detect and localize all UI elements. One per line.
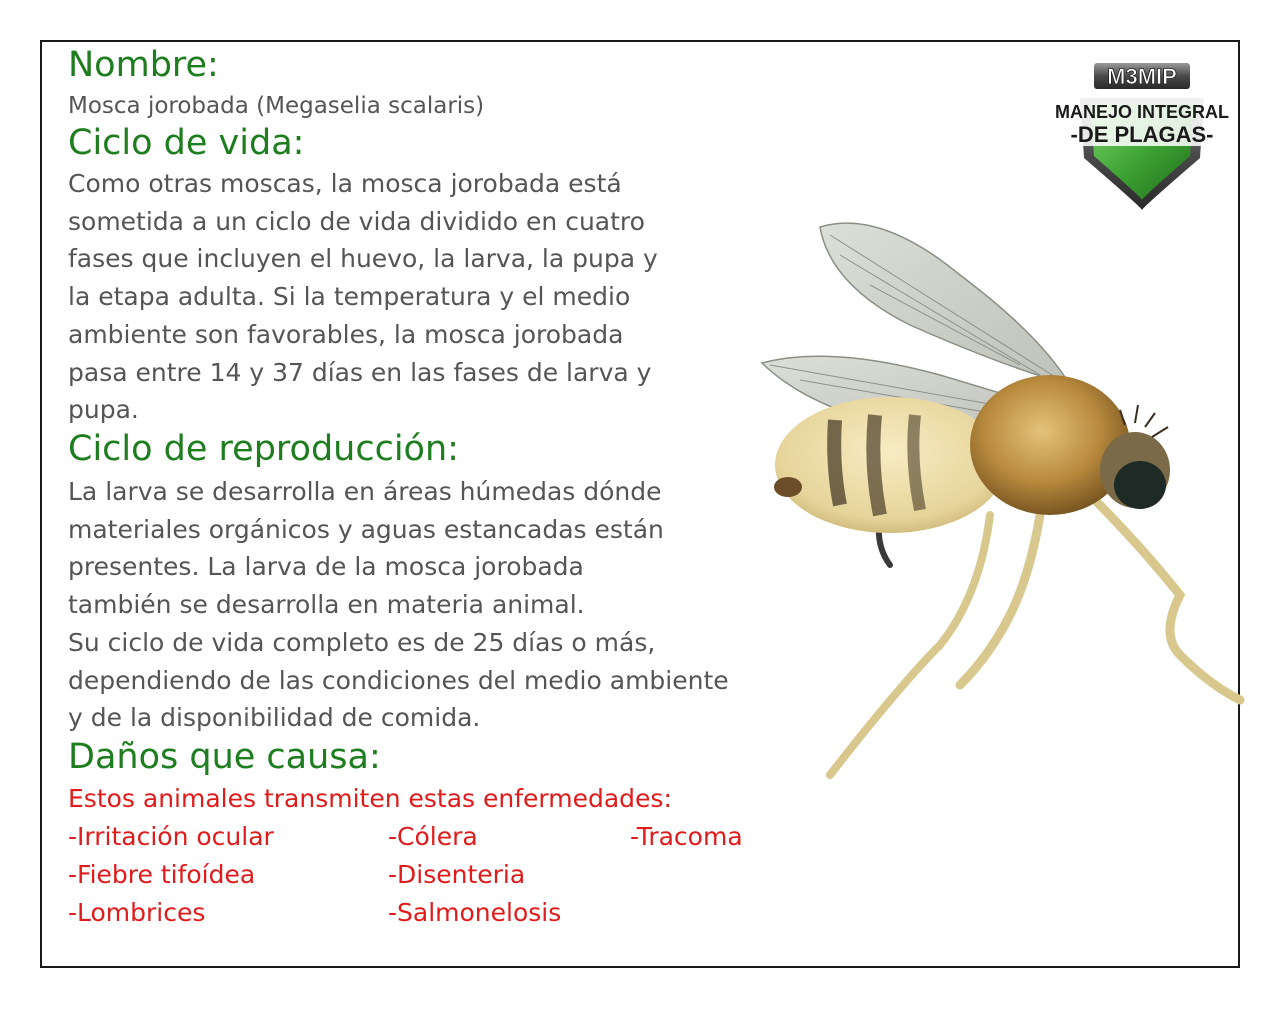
logo-badge: M3MIP [1107,64,1177,89]
abdomen-band [873,415,880,515]
heading-ciclo-reproduccion: Ciclo de reproducción: [68,429,459,469]
text-line: también se desarrolla en materia animal. [68,590,585,620]
text-line: fases que incluyen el huevo, la larva, la pupa y [68,244,658,274]
disease-item: -Fiebre tifoídea [68,860,256,889]
species-name: Mosca jorobada (Megaselia scalaris) [68,93,485,119]
fly-eye [1114,461,1166,509]
text-line: presentes. La larva de la mosca jorobada [68,552,584,582]
logo-line1: MANEJO INTEGRAL [1054,102,1230,122]
wing-veins [830,235,1060,380]
disease-column-2 [388,818,561,932]
text-line: la etapa adulta. Si la temperatura y el medio [68,282,631,312]
ciclo-vida-text [68,165,658,429]
text-line: materiales orgánicos y aguas estancadas están [68,514,664,544]
m3mip-logo [1050,58,1234,214]
disease-item: -Disenteria [388,860,526,889]
abdomen-band [913,415,920,510]
fly-tail [774,477,802,497]
fly-thorax [970,375,1130,515]
disease-item: -Salmonelosis [388,898,562,927]
disease-column-1 [68,818,274,932]
heading-nombre: Nombre: [68,45,219,85]
leg-front [830,515,990,775]
text-line: y de la disponibilidad de comida. [68,703,481,733]
text-line: Como otras moscas, la mosca jorobada está [68,169,622,198]
text-line: pasa entre 14 y 37 días en las fases de larva y [68,357,652,387]
text-line: dependiendo de las condiciones del medio ambiente [68,665,729,695]
danos-intro: Estos animales transmiten estas enfermedades: [68,784,672,813]
text-line: Su ciclo de vida completo es de 25 días o más, [68,627,656,657]
fly-abdomen [775,397,1005,533]
text-line: sometida a un ciclo de vida dividido en cuatro [68,206,645,236]
heading-ciclo-vida: Ciclo de vida: [68,123,305,163]
abdomen-band [834,420,840,505]
text-line: pupa. [68,395,139,425]
text-line: La larva se desarrolla en áreas húmedas dónde [68,477,662,506]
heading-danos: Daños que causa: [68,737,381,777]
leg-back [1090,495,1240,700]
disease-item: -Irritación ocular [68,822,274,851]
logo-line2: -DE PLAGAS- [1070,122,1214,147]
leg-middle [960,515,1040,685]
disease-item: -Cólera [388,822,478,851]
disease-column-3 [630,818,743,856]
ciclo-reproduccion-text [68,473,729,737]
disease-item: -Tracoma [630,822,743,851]
fly-illustration [740,215,1260,815]
text-line: ambiente son favorables, la mosca jorobada [68,319,624,349]
disease-item: -Lombrices [68,898,206,927]
